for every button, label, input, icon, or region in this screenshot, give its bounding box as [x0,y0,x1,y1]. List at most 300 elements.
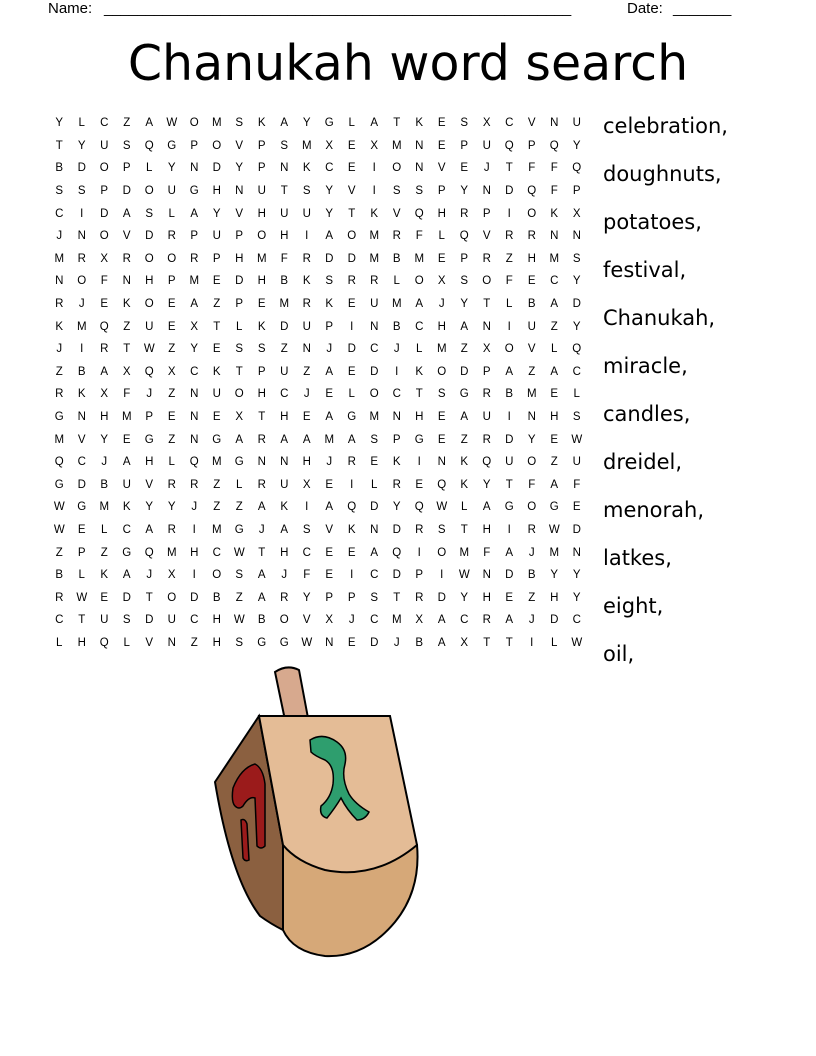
grid-cell[interactable]: R [100,343,109,356]
grid-cell[interactable]: Q [549,139,559,152]
grid-cell[interactable]: C [280,388,289,401]
grid-cell[interactable]: E [325,546,334,559]
grid-cell[interactable]: E [370,456,379,469]
grid-cell[interactable]: S [235,636,244,649]
grid-cell[interactable]: L [506,298,513,311]
grid-cell[interactable]: T [393,591,401,604]
grid-cell[interactable]: B [392,252,401,265]
grid-cell[interactable]: H [235,252,244,265]
grid-cell[interactable]: K [302,275,311,288]
grid-cell[interactable]: Q [459,230,469,243]
grid-cell[interactable]: V [77,433,86,446]
grid-cell[interactable]: A [370,546,379,559]
grid-cell[interactable]: K [122,298,131,311]
grid-cell[interactable]: M [369,411,380,424]
grid-cell[interactable]: S [235,117,244,130]
grid-cell[interactable]: N [527,411,536,424]
grid-cell[interactable]: N [190,162,199,175]
grid-cell[interactable]: O [144,298,154,311]
grid-cell[interactable]: Z [550,320,558,333]
grid-cell[interactable]: O [212,139,222,152]
grid-cell[interactable]: L [461,501,468,514]
grid-cell[interactable]: S [370,433,379,446]
grid-cell[interactable]: Q [527,185,537,198]
grid-cell[interactable]: D [505,185,514,198]
grid-cell[interactable]: N [550,117,559,130]
grid-cell[interactable]: A [145,117,154,130]
grid-cell[interactable]: O [527,501,537,514]
grid-cell[interactable]: T [415,388,423,401]
grid-cell[interactable]: A [460,411,469,424]
grid-cell[interactable]: I [507,411,511,424]
grid-cell[interactable]: Y [100,433,109,446]
grid-cell[interactable]: H [212,636,221,649]
grid-cell[interactable]: D [572,523,581,536]
grid-cell[interactable]: Z [213,298,221,311]
grid-cell[interactable]: F [100,275,108,288]
grid-cell[interactable]: G [54,478,64,491]
grid-cell[interactable]: P [527,139,536,152]
grid-cell[interactable]: N [415,162,424,175]
grid-cell[interactable]: A [505,546,514,559]
grid-cell[interactable]: V [527,117,536,130]
grid-cell[interactable]: E [100,591,109,604]
grid-cell[interactable]: R [482,388,491,401]
grid-cell[interactable]: E [212,343,221,356]
grid-cell[interactable]: C [550,275,559,288]
grid-cell[interactable]: P [437,185,446,198]
grid-cell[interactable]: A [145,523,154,536]
grid-cell[interactable]: C [460,614,469,627]
grid-cell[interactable]: W [53,523,65,536]
grid-cell[interactable]: X [437,275,446,288]
grid-cell[interactable]: V [235,207,244,220]
grid-cell[interactable]: T [235,365,243,378]
grid-cell[interactable]: H [257,275,266,288]
grid-cell[interactable]: K [212,365,221,378]
grid-cell[interactable]: D [122,591,131,604]
grid-cell[interactable]: R [527,523,536,536]
grid-cell[interactable]: N [190,388,199,401]
grid-cell[interactable]: W [233,546,245,559]
grid-cell[interactable]: F [528,162,536,175]
grid-cell[interactable]: E [460,162,469,175]
grid-cell[interactable]: E [212,411,221,424]
grid-cell[interactable]: M [256,252,267,265]
grid-cell[interactable]: Q [572,343,582,356]
grid-cell[interactable]: I [192,523,196,536]
grid-cell[interactable]: X [190,320,199,333]
grid-cell[interactable]: N [572,546,581,559]
grid-cell[interactable]: I [372,162,376,175]
grid-cell[interactable]: R [302,252,311,265]
grid-cell[interactable]: W [458,569,470,582]
grid-cell[interactable]: J [258,523,265,536]
grid-cell[interactable]: J [438,298,445,311]
grid-cell[interactable]: A [325,411,334,424]
grid-cell[interactable]: F [415,230,423,243]
grid-cell[interactable]: L [146,162,153,175]
grid-cell[interactable]: X [572,207,581,220]
grid-cell[interactable]: V [235,139,244,152]
grid-cell[interactable]: R [370,275,379,288]
grid-cell[interactable]: W [143,343,155,356]
grid-cell[interactable]: L [573,388,580,401]
grid-cell[interactable]: D [100,207,109,220]
grid-cell[interactable]: A [550,478,559,491]
grid-cell[interactable]: Y [572,139,581,152]
grid-cell[interactable]: Z [460,343,468,356]
grid-cell[interactable]: A [190,298,199,311]
grid-cell[interactable]: K [257,320,266,333]
grid-cell[interactable]: A [482,501,491,514]
grid-cell[interactable]: C [505,117,514,130]
grid-cell[interactable]: M [54,252,65,265]
grid-cell[interactable]: U [527,320,536,333]
grid-cell[interactable]: G [324,117,334,130]
grid-cell[interactable]: D [505,569,514,582]
grid-cell[interactable]: U [280,365,289,378]
grid-cell[interactable]: Z [505,252,513,265]
grid-cell[interactable]: Y [302,591,311,604]
grid-cell[interactable]: V [392,207,401,220]
grid-cell[interactable]: R [167,230,176,243]
grid-cell[interactable]: C [392,388,401,401]
grid-cell[interactable]: E [302,411,311,424]
grid-cell[interactable]: N [482,320,491,333]
grid-cell[interactable]: J [528,546,535,559]
grid-cell[interactable]: L [56,636,63,649]
grid-cell[interactable]: Z [190,636,198,649]
grid-cell[interactable]: Z [303,365,311,378]
grid-cell[interactable]: N [55,275,64,288]
grid-cell[interactable]: D [370,501,379,514]
grid-cell[interactable]: U [572,456,581,469]
grid-cell[interactable]: O [212,569,222,582]
grid-cell[interactable]: T [505,162,513,175]
grid-cell[interactable]: A [550,365,559,378]
grid-cell[interactable]: E [437,433,446,446]
grid-cell[interactable]: D [325,252,334,265]
grid-cell[interactable]: Y [572,591,581,604]
grid-cell[interactable]: S [437,523,446,536]
grid-cell[interactable]: H [212,185,221,198]
grid-cell[interactable]: E [212,275,221,288]
grid-cell[interactable]: Y [572,569,581,582]
grid-cell[interactable]: D [460,365,469,378]
grid-cell[interactable]: I [507,523,511,536]
grid-cell[interactable]: U [280,478,289,491]
grid-cell[interactable]: F [550,185,558,198]
grid-cell[interactable]: S [122,139,131,152]
grid-cell[interactable]: X [122,365,131,378]
grid-cell[interactable]: E [325,569,334,582]
grid-cell[interactable]: N [370,320,379,333]
grid-cell[interactable]: U [145,320,154,333]
grid-cell[interactable]: M [459,546,470,559]
grid-cell[interactable]: E [325,478,334,491]
grid-cell[interactable]: R [482,252,491,265]
grid-cell[interactable]: D [370,636,379,649]
grid-cell[interactable]: M [99,501,110,514]
grid-cell[interactable]: L [551,343,558,356]
grid-cell[interactable]: M [279,298,290,311]
grid-cell[interactable]: L [101,523,108,536]
grid-cell[interactable]: A [437,614,446,627]
grid-cell[interactable]: G [549,501,559,514]
grid-cell[interactable]: B [392,320,401,333]
grid-cell[interactable]: E [347,546,356,559]
grid-cell[interactable]: N [415,139,424,152]
grid-cell[interactable]: T [123,343,131,356]
grid-cell[interactable]: A [257,591,266,604]
grid-cell[interactable]: Q [144,365,154,378]
grid-cell[interactable]: N [572,230,581,243]
grid-cell[interactable]: M [189,275,200,288]
grid-cell[interactable]: K [100,569,109,582]
grid-cell[interactable]: N [280,162,289,175]
grid-cell[interactable]: K [460,478,469,491]
grid-cell[interactable]: H [415,411,424,424]
grid-cell[interactable]: M [166,546,177,559]
grid-cell[interactable]: P [235,298,244,311]
grid-cell[interactable]: K [325,298,334,311]
grid-cell[interactable]: T [258,411,266,424]
grid-cell[interactable]: C [572,365,581,378]
grid-cell[interactable]: D [77,162,86,175]
grid-cell[interactable]: Q [572,162,582,175]
grid-cell[interactable]: E [347,298,356,311]
grid-cell[interactable]: R [415,523,424,536]
grid-cell[interactable]: C [190,614,199,627]
grid-cell[interactable]: M [54,433,65,446]
grid-cell[interactable]: A [122,207,131,220]
grid-cell[interactable]: V [122,230,131,243]
grid-cell[interactable]: A [347,433,356,446]
grid-cell[interactable]: K [122,501,131,514]
grid-cell[interactable]: R [392,230,401,243]
grid-cell[interactable]: R [505,230,514,243]
grid-cell[interactable]: R [167,478,176,491]
grid-cell[interactable]: R [190,252,199,265]
grid-cell[interactable]: T [78,614,86,627]
grid-cell[interactable]: K [415,117,424,130]
grid-cell[interactable]: A [325,365,334,378]
grid-cell[interactable]: G [257,636,267,649]
grid-cell[interactable]: Z [168,388,176,401]
grid-cell[interactable]: G [414,433,424,446]
grid-cell[interactable]: I [417,546,421,559]
grid-cell[interactable]: V [145,636,154,649]
grid-cell[interactable]: P [122,162,131,175]
grid-cell[interactable]: H [257,388,266,401]
grid-cell[interactable]: H [482,591,491,604]
grid-cell[interactable]: W [233,614,245,627]
grid-cell[interactable]: K [392,456,401,469]
grid-cell[interactable]: G [54,411,64,424]
grid-cell[interactable]: O [234,388,244,401]
grid-cell[interactable]: L [123,636,130,649]
grid-cell[interactable]: D [145,614,154,627]
grid-cell[interactable]: A [370,117,379,130]
grid-cell[interactable]: U [257,185,266,198]
grid-cell[interactable]: E [550,388,559,401]
grid-cell[interactable]: X [460,636,469,649]
grid-cell[interactable]: Y [167,162,176,175]
grid-cell[interactable]: R [55,388,64,401]
grid-cell[interactable]: H [302,456,311,469]
grid-cell[interactable]: P [100,185,109,198]
grid-cell[interactable]: A [280,523,289,536]
grid-cell[interactable]: P [482,365,491,378]
grid-cell[interactable]: A [280,433,289,446]
grid-cell[interactable]: A [122,456,131,469]
grid-cell[interactable]: L [168,207,175,220]
grid-cell[interactable]: Q [392,546,402,559]
grid-cell[interactable]: I [305,501,309,514]
grid-cell[interactable]: D [280,320,289,333]
grid-cell[interactable]: I [372,185,376,198]
grid-cell[interactable]: H [482,523,491,536]
grid-cell[interactable]: P [257,162,266,175]
grid-cell[interactable]: B [280,275,289,288]
grid-cell[interactable]: N [550,230,559,243]
grid-cell[interactable]: S [55,185,64,198]
grid-cell[interactable]: D [235,275,244,288]
grid-cell[interactable]: T [505,636,513,649]
grid-cell[interactable]: G [122,546,132,559]
grid-cell[interactable]: P [190,230,199,243]
grid-cell[interactable]: A [257,569,266,582]
grid-cell[interactable]: Z [100,546,108,559]
grid-cell[interactable]: N [257,456,266,469]
grid-cell[interactable]: H [550,411,559,424]
grid-cell[interactable]: Y [302,117,311,130]
grid-cell[interactable]: W [548,523,560,536]
grid-cell[interactable]: O [144,185,154,198]
grid-cell[interactable]: R [347,275,356,288]
grid-cell[interactable]: N [325,636,334,649]
grid-cell[interactable]: F [528,478,536,491]
grid-cell[interactable]: U [100,614,109,627]
grid-cell[interactable]: B [415,636,424,649]
grid-cell[interactable]: V [325,523,334,536]
grid-cell[interactable]: O [257,230,267,243]
grid-cell[interactable]: P [482,207,491,220]
grid-cell[interactable]: X [415,614,424,627]
grid-cell[interactable]: B [527,569,536,582]
grid-cell[interactable]: K [55,320,64,333]
grid-cell[interactable]: Y [55,117,64,130]
grid-cell[interactable]: Y [460,591,469,604]
grid-cell[interactable]: Q [189,456,199,469]
grid-cell[interactable]: N [190,433,199,446]
grid-cell[interactable]: F [303,569,311,582]
grid-cell[interactable]: L [551,636,558,649]
grid-cell[interactable]: P [190,139,199,152]
grid-cell[interactable]: W [53,501,65,514]
grid-cell[interactable]: H [437,320,446,333]
grid-cell[interactable]: P [325,320,334,333]
grid-cell[interactable]: Y [145,501,154,514]
grid-cell[interactable]: B [100,478,109,491]
grid-cell[interactable]: U [370,298,379,311]
grid-cell[interactable]: T [505,478,513,491]
grid-cell[interactable]: W [436,501,448,514]
grid-cell[interactable]: T [55,139,63,152]
grid-cell[interactable]: Z [280,343,288,356]
grid-cell[interactable]: H [100,411,109,424]
grid-cell[interactable]: Y [235,162,244,175]
grid-cell[interactable]: E [437,411,446,424]
grid-cell[interactable]: S [572,411,581,424]
grid-cell[interactable]: W [571,636,583,649]
grid-cell[interactable]: V [437,162,446,175]
grid-cell[interactable]: F [505,275,513,288]
grid-cell[interactable]: E [347,162,356,175]
grid-cell[interactable]: Y [550,569,559,582]
grid-cell[interactable]: D [572,298,581,311]
grid-cell[interactable]: M [391,614,402,627]
grid-cell[interactable]: G [504,501,514,514]
grid-cell[interactable]: C [370,569,379,582]
grid-cell[interactable]: I [192,569,196,582]
grid-cell[interactable]: B [212,591,221,604]
grid-cell[interactable]: Z [235,591,243,604]
grid-cell[interactable]: U [482,411,491,424]
grid-cell[interactable]: C [100,117,109,130]
grid-cell[interactable]: L [371,478,378,491]
grid-cell[interactable]: G [234,456,244,469]
grid-cell[interactable]: O [144,252,154,265]
grid-cell[interactable]: Y [482,478,491,491]
grid-cell[interactable]: P [167,275,176,288]
grid-cell[interactable]: O [437,365,447,378]
grid-cell[interactable]: E [437,117,446,130]
grid-cell[interactable]: F [483,546,491,559]
grid-cell[interactable]: X [325,614,334,627]
grid-cell[interactable]: I [305,230,309,243]
grid-cell[interactable]: Z [235,501,243,514]
grid-cell[interactable]: A [460,320,469,333]
grid-cell[interactable]: I [507,320,511,333]
grid-cell[interactable]: S [302,185,311,198]
grid-cell[interactable]: D [122,185,131,198]
grid-cell[interactable]: M [76,320,87,333]
grid-cell[interactable]: A [302,433,311,446]
grid-cell[interactable]: T [145,591,153,604]
grid-cell[interactable]: I [80,207,84,220]
grid-cell[interactable]: G [279,636,289,649]
grid-cell[interactable]: X [100,252,109,265]
grid-cell[interactable]: Z [213,501,221,514]
grid-cell[interactable]: E [550,433,559,446]
grid-cell[interactable]: H [437,207,446,220]
grid-cell[interactable]: T [483,636,491,649]
grid-cell[interactable]: S [280,139,289,152]
grid-cell[interactable]: O [527,456,537,469]
grid-cell[interactable]: D [347,343,356,356]
grid-cell[interactable]: U [167,614,176,627]
grid-cell[interactable]: T [348,207,356,220]
grid-cell[interactable]: C [302,546,311,559]
grid-cell[interactable]: S [257,343,266,356]
grid-cell[interactable]: I [395,365,399,378]
grid-cell[interactable]: Q [144,139,154,152]
grid-cell[interactable]: J [303,388,310,401]
grid-cell[interactable]: L [236,320,243,333]
grid-cell[interactable]: X [325,139,334,152]
